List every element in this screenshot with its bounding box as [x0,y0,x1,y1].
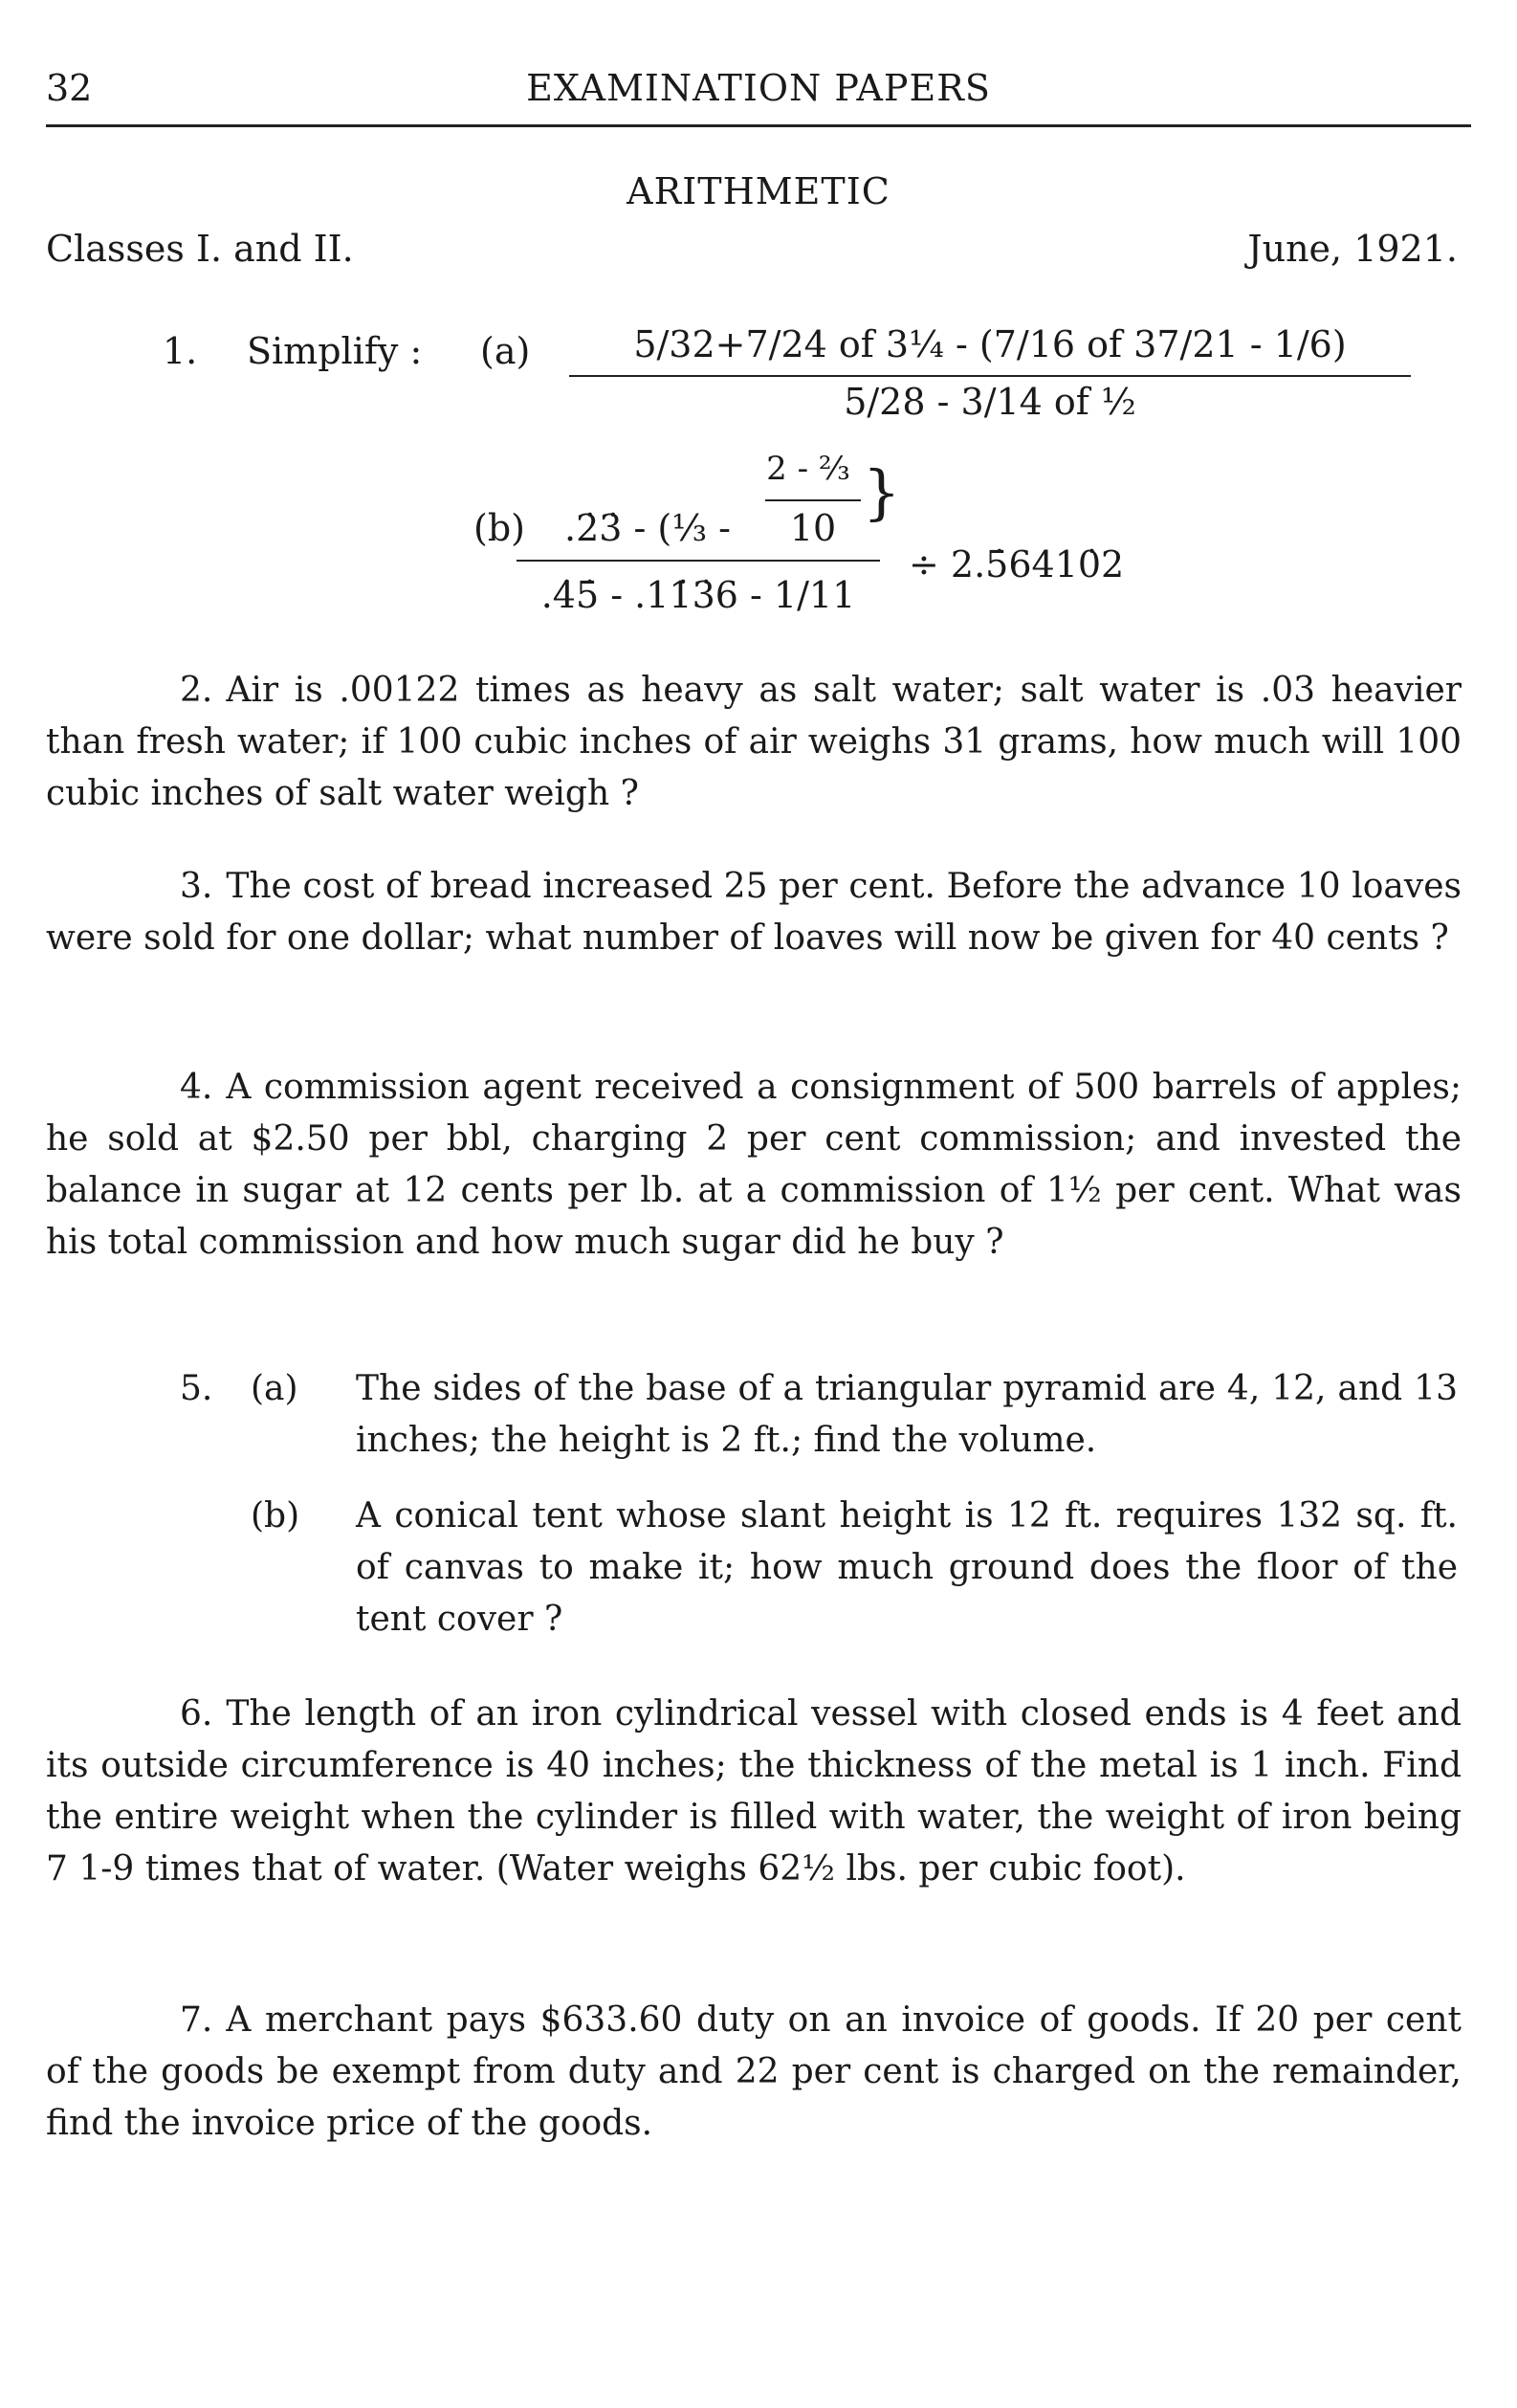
q1a-fraction-bar [569,375,1411,377]
q1b-divisor: ÷ 2.5̇6410̇2 [909,543,1125,585]
q5b-label: (b) [251,1496,300,1535]
q5b-text: A conical tent whose slant height is 12 ft. requires 132 sq. ft. of canvas to make it; how much ground does the floor of the tent cover ? [356,1496,1458,1639]
question-7 [46,1995,1462,2150]
question-text: A commission agent received a consignment of 500 barrels of apples; he sold at $2.50 per bbl, charging 2 per cent commission; and invested the balance in sugar at 12 cents per lb. at a commission of 1½ per cent. What was his total commission and how much sugar did he buy ? [46,1068,1462,1262]
question-6 [46,1689,1462,1895]
q1b-fraction-bar [517,560,880,562]
q5a-label: (a) [251,1369,298,1408]
q5-number: 5. [180,1369,213,1408]
header-rule [46,124,1471,127]
q1b-numerator: .2̇3̇ - (⅓ - [564,507,732,549]
exam-date: June, 1921. [1247,228,1458,270]
question-number: 3. [180,867,213,906]
q1b-inner-denominator: 10 [789,507,837,549]
q1b-denominator: .4̇5̇ - .11̇3̇6 - 1/11 [540,574,856,616]
q1a-label: (a) [480,330,531,372]
q1b-brace: } [863,457,901,527]
running-header [46,67,1471,124]
question-2 [46,665,1462,820]
q1b-inner-numerator: 2 - ⅔ [766,450,850,488]
q5a-text: The sides of the base of a triangular pyramid are 4, 12, and 13 inches; the height is 2 ft.; find the volume. [356,1369,1458,1460]
question-4 [46,1062,1462,1269]
question-number: 4. [180,1068,213,1107]
question-number: 2. [180,671,213,710]
running-title: EXAMINATION PAPERS [526,67,991,109]
question-text: The length of an iron cylindrical vessel with closed ends is 4 feet and its outside circumference is 40 inches; the thickness of the metal is 1 inch. Find the entire weight when the cylinder is filled with water, the weight of iron being 7 1-9 times that of water. (Water weighs 62½ lbs. per cubic foot). [46,1694,1462,1889]
classes-label: Classes I. and II. [46,228,354,270]
q1-number: 1. [163,330,198,372]
subject-heading: ARITHMETIC [627,170,890,212]
page-number: 32 [46,67,93,109]
q1b-inner-fraction-bar [765,499,861,501]
q1-instruction: Simplify : [247,330,423,372]
question-3 [46,861,1462,964]
q1a-numerator: 5/32+7/24 of 3¼ - (7/16 of 37/21 - 1/6) [633,323,1347,365]
question-text: A merchant pays $633.60 duty on an invoice of goods. If 20 per cent of the goods be exempt from duty and 22 per cent is charged on the remainder, find the invoice price of the goods. [46,2000,1462,2143]
question-number: 6. [180,1694,213,1734]
question-text: The cost of bread increased 25 per cent. Before the advance 10 loaves were sold for one dollar; what number of loaves will now be given for 40 cents ? [46,867,1462,958]
q1b-label: (b) [473,507,525,549]
q1a-denominator: 5/28 - 3/14 of ½ [844,381,1136,423]
question-number: 7. [180,2000,213,2040]
question-text: Air is .00122 times as heavy as salt water; salt water is .03 heavier than fresh water; if 100 cubic inches of air weighs 31 grams, how much will 100 cubic inches of salt water weigh ? [46,671,1462,813]
